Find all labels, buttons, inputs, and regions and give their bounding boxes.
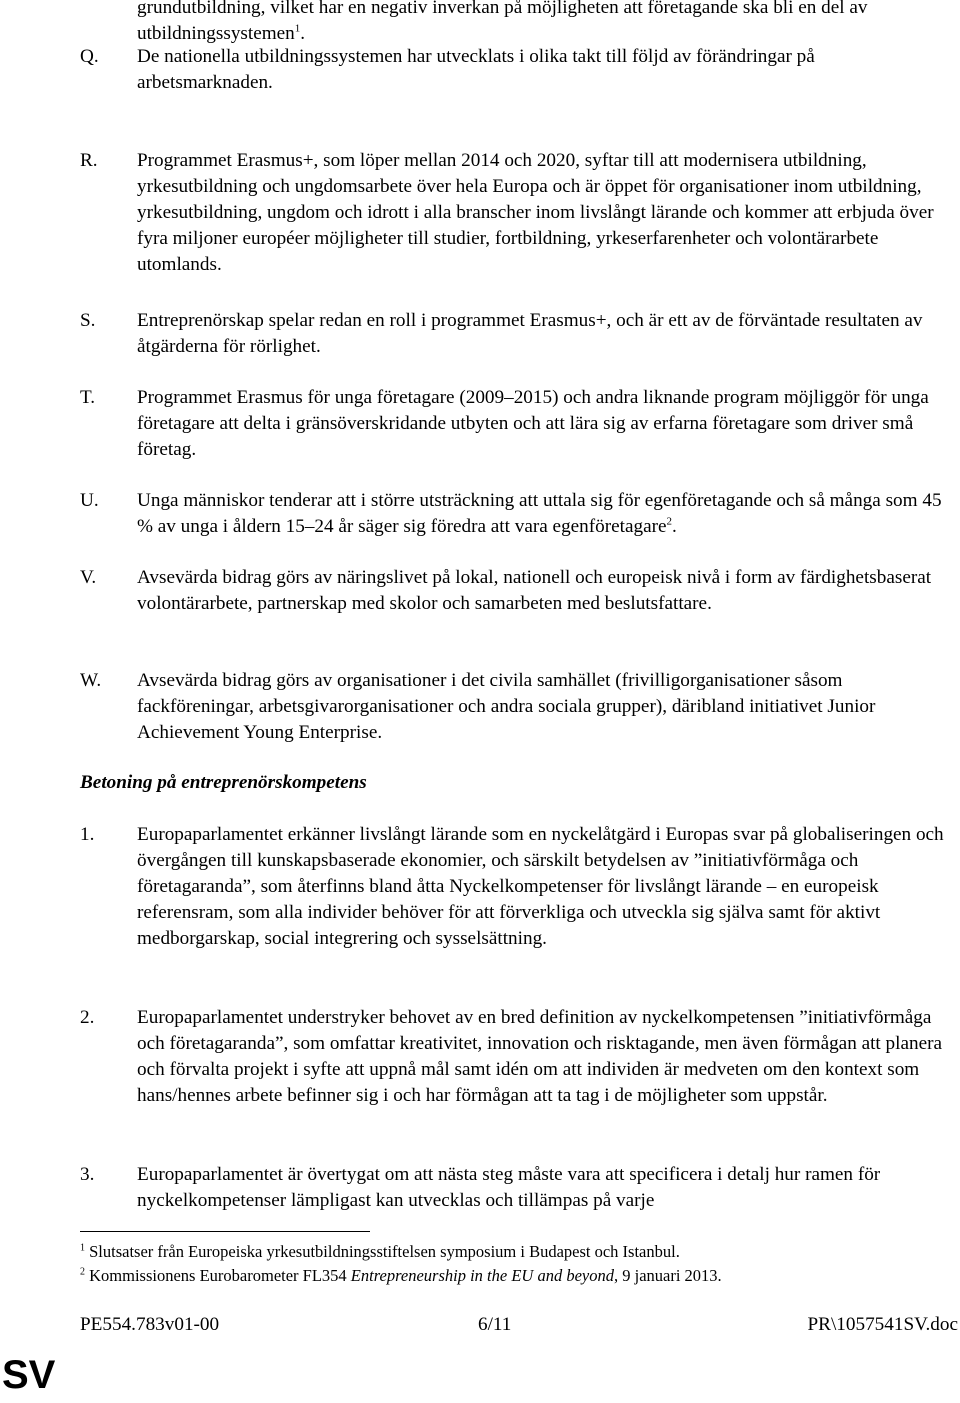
footer-page-number: 6/11 — [478, 1314, 512, 1335]
footer-filename: PR\1057541SV.doc — [807, 1314, 958, 1335]
point-2: Europaparlamentet understryker behovet av en bred definition av nyckelkompetensen ”initiativförmåga och företagaranda”, som omfattar kreativitet, innovation och risktagande, men även förmågan att planera och förvalta projekt i syfte att uppnå mål samt idén om att individen är medveten om den kontext som hans/hennes arbete befinner sig i och har förmågan att ta tag i de möjligheter som uppstår. — [137, 1007, 943, 1106]
recital-s: Entreprenörskap spelar redan en roll i programmet Erasmus+, och är ett av de förväntade resultaten av åtgärderna för rörlighet. — [137, 310, 923, 357]
recital-label-t: T. — [80, 387, 96, 408]
point-label-2: 2. — [80, 1007, 95, 1028]
footnote-divider — [80, 1231, 370, 1232]
footnote-2-end: , 9 januari 2013. — [613, 1266, 722, 1285]
footnote-2-text: Kommissionens Eurobarometer FL354 — [89, 1266, 351, 1285]
point-1: Europaparlamentet erkänner livslångt lärande som en nyckelåtgärd i Europas svar på globaliseringen och övergången till kunskapsbaserade ekonomier, och särskilt betydelsen av ”initiativförmåga och företagaranda”, som återfinns bland åtta Nyckelkompetenser för livslångt lärande – en europeisk referensram, som alla individer behöver för att förverkliga och utveckla sig själva samt för aktivt medborgarskap, social integrering och sysselsättning. — [137, 824, 944, 949]
footnote-2-title: Entrepreneurship in the EU and beyond — [350, 1266, 614, 1285]
footer-doc-ref: PE554.783v01-00 — [80, 1314, 220, 1335]
footnote-number-1: 1 — [80, 1242, 85, 1254]
recital-r: Programmet Erasmus+, som löper mellan 2014 och 2020, syftar till att modernisera utbildning, yrkesutbildning och ungdomsarbete över hela Europa och är öppet för organisationer inom utbildning, yrkesutbildning, ungdom och idrott i alla branscher inom livslångt lärande och kommer att erbjuda över fyra miljoner européer möjligheter till studier, fortbildning, yrkeserfarenheter och volontärarbete utomlands. — [137, 150, 934, 275]
footnote-1 — [80, 1242, 680, 1262]
recital-label-r: R. — [80, 150, 98, 171]
recital-v: Avsevärda bidrag görs av näringslivet på lokal, nationell och europeisk nivå i form av färdighetsbaserat volontärarbete, partnerskap med skolor och samarbeten med beslutsfattare. — [137, 567, 932, 614]
recital-label-s: S. — [80, 310, 96, 331]
recital-q: De nationella utbildningssystemen har utvecklats i olika takt till följd av förändringar på arbetsmarknaden. — [137, 46, 815, 93]
intro-paragraph — [137, 0, 952, 47]
point-label-3: 3. — [80, 1164, 95, 1185]
recital-w: Avsevärda bidrag görs av organisationer i det civila samhället (frivilligorganisationer såsom fackföreningar, arbetsgivarorganisationer och andra sociala grupper), däribland initiativet Junior Achievement Young Enterprise. — [137, 670, 876, 743]
point-label-1: 1. — [80, 824, 95, 845]
language-code: SV — [2, 1353, 56, 1397]
footnote-ref-2[interactable]: 2 — [666, 515, 673, 528]
footnote-number-2: 2 — [80, 1266, 85, 1278]
recital-label-q: Q. — [80, 46, 99, 67]
footnote-1-text: Slutsatser från Europeiska yrkesutbildningsstiftelsen symposium i Budapest och Istanbul. — [89, 1242, 680, 1261]
recital-u-text: Unga människor tenderar att i större utsträckning att uttala sig för egenföretagande och så många som 45 % av unga i åldern 15–24 år säger sig föredra att vara egenföretagare — [137, 490, 942, 537]
recital-label-v: V. — [80, 567, 97, 588]
recital-t: Programmet Erasmus för unga företagare (2009–2015) och andra liknande program möjliggör för unga företagare att delta i gränsöverskridande utbyten och att lära sig av erfarna företagare som driver små företag. — [137, 387, 929, 460]
recital-label-u: U. — [80, 490, 99, 511]
section-heading: Betoning på entreprenörskompetens — [80, 772, 367, 793]
intro-text: grundutbildning, vilket har en negativ inverkan på möjligheten att företagande ska bli en del av utbildningssystemen — [137, 0, 868, 44]
footnote-2 — [80, 1266, 722, 1286]
recital-u — [137, 488, 952, 540]
recital-u-end: . — [672, 516, 677, 537]
point-3: Europaparlamentet är övertygat om att nästa steg måste vara att specificera i detalj hur ramen för nyckelkompetenser lämpligast kan utvecklas och tillämpas på varje — [137, 1164, 881, 1211]
intro-end: . — [300, 23, 306, 44]
recital-label-w: W. — [80, 670, 102, 691]
footnote-ref-1[interactable]: 1 — [294, 22, 301, 35]
